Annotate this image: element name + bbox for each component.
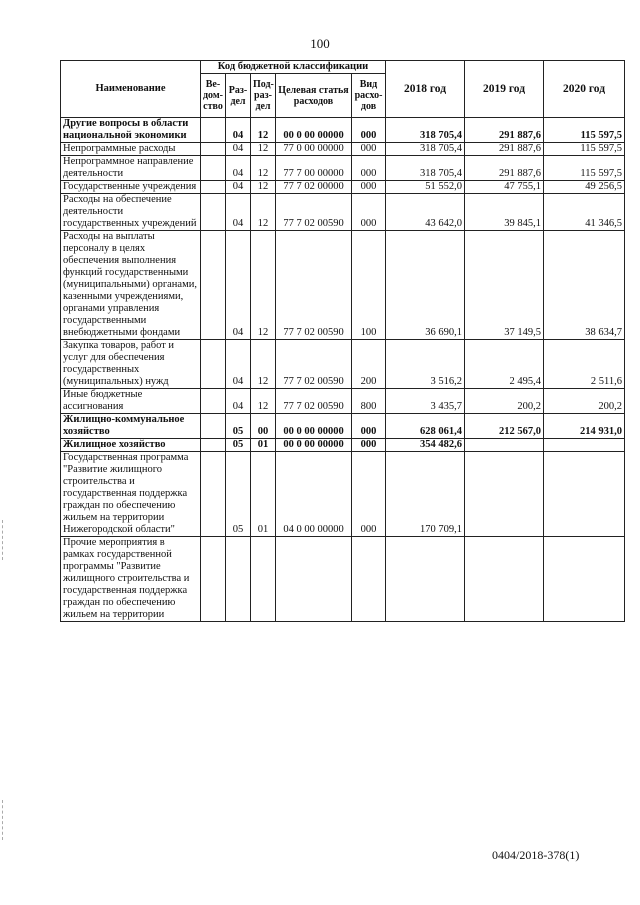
- row-celevaya: 77 0 00 00000: [276, 143, 352, 156]
- row-2020: 49 256,5: [544, 181, 625, 194]
- table-row: [61, 156, 625, 181]
- row-celevaya: 77 7 02 00590: [276, 389, 352, 414]
- row-2018: 628 061,4: [386, 414, 465, 439]
- row-podrazdel: 12: [251, 340, 276, 389]
- row-2019: [465, 537, 544, 622]
- table-row: [61, 118, 625, 143]
- row-name: Жилищное хозяйство: [61, 439, 201, 452]
- row-2019: 37 149,5: [465, 231, 544, 340]
- row-name: Непрограммные расходы: [61, 143, 201, 156]
- row-vedomstvo: [201, 118, 226, 143]
- row-2018: 354 482,6: [386, 439, 465, 452]
- row-celevaya: 00 0 00 00000: [276, 414, 352, 439]
- row-2020: 214 931,0: [544, 414, 625, 439]
- margin-mark-upper: [2, 520, 4, 560]
- row-2020: [544, 452, 625, 537]
- row-name: Закупка товаров, работ и услуг для обеспечения государственных (муниципальных) нужд: [61, 340, 201, 389]
- row-2019: 291 887,6: [465, 143, 544, 156]
- row-vid: 000: [352, 181, 386, 194]
- row-name: Непрограммное направление деятельности: [61, 156, 201, 181]
- header-2018: 2018 год: [386, 61, 465, 118]
- row-name: Прочие мероприятия в рамках государственной программы "Развитие жилищного строительства и государственная поддержка граждан по обеспечению жильем на территории: [61, 537, 201, 622]
- row-podrazdel: 12: [251, 156, 276, 181]
- row-vid: 100: [352, 231, 386, 340]
- row-2019: 39 845,1: [465, 194, 544, 231]
- row-name: Иные бюджетные ассигнования: [61, 389, 201, 414]
- header-vid: Вид расхо-дов: [352, 74, 386, 118]
- row-razdel: 04: [226, 389, 251, 414]
- row-2018: 318 705,4: [386, 143, 465, 156]
- row-name: Государственная программа "Развитие жилищного строительства и государственная поддержка граждан по обеспечению жильем на территории Нижегородской области": [61, 452, 201, 537]
- row-vid: 200: [352, 340, 386, 389]
- row-razdel: 05: [226, 452, 251, 537]
- row-celevaya: 00 0 00 00000: [276, 118, 352, 143]
- table-row: [61, 231, 625, 340]
- row-2018: [386, 537, 465, 622]
- header-2019: 2019 год: [465, 61, 544, 118]
- header-2020: 2020 год: [544, 61, 625, 118]
- row-vid: [352, 537, 386, 622]
- row-podrazdel: [251, 537, 276, 622]
- row-2020: [544, 439, 625, 452]
- table-row: [61, 181, 625, 194]
- row-2020: 38 634,7: [544, 231, 625, 340]
- row-vedomstvo: [201, 340, 226, 389]
- row-vedomstvo: [201, 452, 226, 537]
- row-podrazdel: 00: [251, 414, 276, 439]
- row-2020: 115 597,5: [544, 118, 625, 143]
- row-razdel: 04: [226, 194, 251, 231]
- table-row: [61, 439, 625, 452]
- row-razdel: [226, 537, 251, 622]
- row-podrazdel: 01: [251, 439, 276, 452]
- row-celevaya: 77 7 02 00590: [276, 340, 352, 389]
- row-2020: 2 511,6: [544, 340, 625, 389]
- row-2019: 291 887,6: [465, 118, 544, 143]
- budget-table: [60, 60, 625, 622]
- row-podrazdel: 12: [251, 143, 276, 156]
- row-vid: 000: [352, 194, 386, 231]
- row-razdel: 04: [226, 340, 251, 389]
- row-vid: 800: [352, 389, 386, 414]
- row-podrazdel: 12: [251, 231, 276, 340]
- header-vedomstvo: Ве-дом-ство: [201, 74, 226, 118]
- row-vedomstvo: [201, 194, 226, 231]
- row-vid: 000: [352, 143, 386, 156]
- row-2020: 115 597,5: [544, 156, 625, 181]
- table-row: [61, 194, 625, 231]
- row-celevaya: [276, 537, 352, 622]
- row-vedomstvo: [201, 414, 226, 439]
- row-2018: 51 552,0: [386, 181, 465, 194]
- row-vedomstvo: [201, 143, 226, 156]
- row-name: Государственные учреждения: [61, 181, 201, 194]
- row-vedomstvo: [201, 389, 226, 414]
- row-podrazdel: 12: [251, 194, 276, 231]
- row-razdel: 04: [226, 143, 251, 156]
- header-podrazdel: Под-раз-дел: [251, 74, 276, 118]
- row-2019: 200,2: [465, 389, 544, 414]
- table-row: [61, 340, 625, 389]
- row-razdel: 05: [226, 414, 251, 439]
- row-podrazdel: 12: [251, 389, 276, 414]
- row-2019: 291 887,6: [465, 156, 544, 181]
- row-celevaya: 04 0 00 00000: [276, 452, 352, 537]
- header-celevaya: Целевая статья расходов: [276, 74, 352, 118]
- row-vedomstvo: [201, 439, 226, 452]
- row-celevaya: 77 7 00 00000: [276, 156, 352, 181]
- row-vedomstvo: [201, 537, 226, 622]
- row-razdel: 04: [226, 181, 251, 194]
- table-row: [61, 389, 625, 414]
- row-2018: 318 705,4: [386, 118, 465, 143]
- row-vedomstvo: [201, 156, 226, 181]
- row-vedomstvo: [201, 181, 226, 194]
- row-2018: 170 709,1: [386, 452, 465, 537]
- row-vid: 000: [352, 118, 386, 143]
- page-number: 100: [310, 36, 330, 51]
- row-celevaya: 77 7 02 00590: [276, 194, 352, 231]
- row-2018: 43 642,0: [386, 194, 465, 231]
- header-name: Наименование: [61, 61, 201, 118]
- table-row: [61, 414, 625, 439]
- row-2018: 318 705,4: [386, 156, 465, 181]
- row-name: Другие вопросы в области национальной экономики: [61, 118, 201, 143]
- row-2019: 212 567,0: [465, 414, 544, 439]
- row-vid: 000: [352, 414, 386, 439]
- row-podrazdel: 01: [251, 452, 276, 537]
- row-razdel: 04: [226, 231, 251, 340]
- table-row: [61, 143, 625, 156]
- row-name: Расходы на обеспечение деятельности государственных учреждений: [61, 194, 201, 231]
- row-2020: 41 346,5: [544, 194, 625, 231]
- row-2019: [465, 452, 544, 537]
- row-2018: 36 690,1: [386, 231, 465, 340]
- row-vid: 000: [352, 439, 386, 452]
- row-vid: 000: [352, 156, 386, 181]
- row-2019: 47 755,1: [465, 181, 544, 194]
- row-name: Расходы на выплаты персоналу в целях обеспечения выполнения функций государственными (муниципальными) органами, казенными учреждениями, органами управления государственными внебюджетными фондами: [61, 231, 201, 340]
- row-2019: 2 495,4: [465, 340, 544, 389]
- header-row-1: [61, 61, 625, 74]
- row-2020: 200,2: [544, 389, 625, 414]
- header-razdel: Раз-дел: [226, 74, 251, 118]
- row-vedomstvo: [201, 231, 226, 340]
- row-celevaya: 77 7 02 00590: [276, 231, 352, 340]
- document-code: 0404/2018-378(1): [492, 848, 580, 862]
- margin-mark-lower: [2, 800, 4, 840]
- row-2018: 3 516,2: [386, 340, 465, 389]
- row-2020: [544, 537, 625, 622]
- row-razdel: 04: [226, 156, 251, 181]
- row-name: Жилищно-коммунальное хозяйство: [61, 414, 201, 439]
- row-podrazdel: 12: [251, 118, 276, 143]
- row-celevaya: 00 0 00 00000: [276, 439, 352, 452]
- header-classification-group: Код бюджетной классификации: [201, 61, 386, 74]
- row-podrazdel: 12: [251, 181, 276, 194]
- row-2019: [465, 439, 544, 452]
- row-2018: 3 435,7: [386, 389, 465, 414]
- table-row: [61, 537, 625, 622]
- row-2020: 115 597,5: [544, 143, 625, 156]
- row-razdel: 05: [226, 439, 251, 452]
- row-vid: 000: [352, 452, 386, 537]
- row-razdel: 04: [226, 118, 251, 143]
- row-celevaya: 77 7 02 00000: [276, 181, 352, 194]
- table-row: [61, 452, 625, 537]
